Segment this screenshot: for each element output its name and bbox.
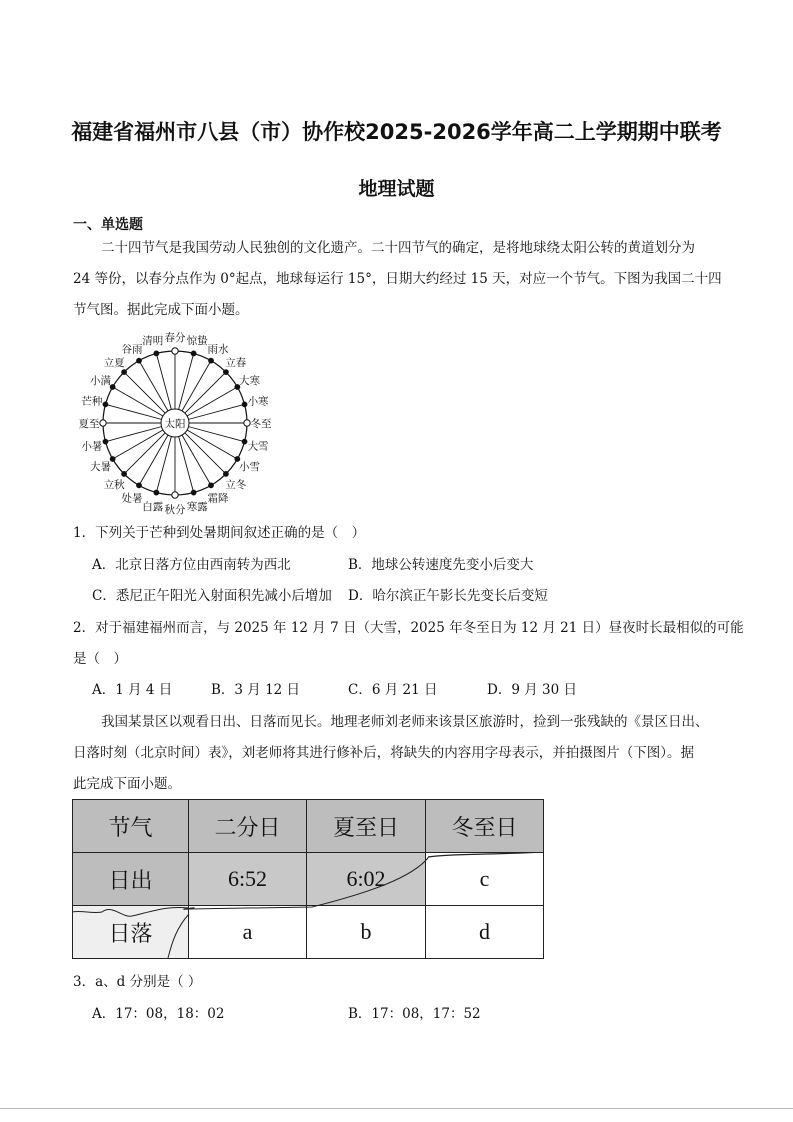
table-cell: 6:52 bbox=[189, 853, 307, 906]
diagram-spoke bbox=[139, 361, 168, 411]
term-label: 芒种 bbox=[81, 395, 103, 408]
term-point bbox=[103, 402, 108, 407]
table-cell: a bbox=[189, 906, 307, 959]
term-label: 谷雨 bbox=[121, 343, 143, 356]
term-point bbox=[191, 490, 196, 495]
term-label: 小寒 bbox=[247, 395, 269, 408]
q2-option-b[interactable]: B．3 月 12 日 bbox=[211, 682, 301, 698]
diagram-spoke bbox=[179, 353, 194, 409]
term-label: 处暑 bbox=[121, 492, 143, 505]
diagram-spoke bbox=[182, 435, 211, 485]
table-header: 夏至日 bbox=[307, 800, 426, 853]
diagram-spoke bbox=[189, 427, 245, 442]
term-label: 惊蛰 bbox=[186, 334, 208, 347]
diagram-spoke bbox=[182, 361, 211, 411]
term-label: 清明 bbox=[142, 334, 164, 347]
intro1-line2: 24 等份，以春分点作为 0°起点，地球每运行 15°，日期大约经过 15 天，对应一个节气。下图为我国二十四 bbox=[73, 271, 722, 287]
term-label: 霜降 bbox=[207, 492, 229, 505]
q2-stem-line1: 2．对于福建福州而言，与 2025 年 12 月 7 日（大雪，2025 年冬至日为 12 月 21 日）昼夜时长最相似的可能 bbox=[73, 620, 744, 636]
diagram-spoke bbox=[124, 433, 165, 474]
diagram-spoke bbox=[105, 404, 161, 419]
term-point bbox=[172, 492, 178, 498]
term-label: 寒露 bbox=[186, 501, 208, 514]
term-point bbox=[154, 351, 159, 356]
term-label: 立夏 bbox=[103, 357, 125, 370]
term-point bbox=[154, 490, 159, 495]
solar-terms-diagram bbox=[73, 330, 283, 515]
term-label: 大暑 bbox=[90, 461, 112, 473]
term-point bbox=[172, 348, 178, 354]
q1-option-a[interactable]: A．北京日落方位由西南转为西北 bbox=[92, 557, 291, 573]
q2-option-d[interactable]: D．9 月 30 日 bbox=[487, 682, 577, 698]
q1-stem: 1．下列关于芒种到处暑期间叙述正确的是（ ） bbox=[73, 525, 366, 541]
term-label: 秋分 bbox=[164, 504, 186, 515]
page-divider bbox=[0, 1108, 793, 1109]
term-label: 立秋 bbox=[103, 478, 125, 491]
diagram-spoke bbox=[187, 387, 237, 416]
term-point bbox=[242, 402, 247, 407]
term-point bbox=[244, 420, 250, 426]
term-label: 夏至 bbox=[78, 418, 100, 430]
intro1-line3: 节气图。据此完成下面小题。 bbox=[73, 302, 249, 318]
table-cell: 日落 bbox=[73, 906, 189, 959]
q2-option-c[interactable]: C．6 月 21 日 bbox=[348, 682, 438, 698]
term-point bbox=[137, 483, 142, 488]
term-point bbox=[224, 370, 229, 375]
term-label: 雨水 bbox=[207, 343, 229, 356]
table-header: 节气 bbox=[73, 800, 189, 853]
term-label: 小满 bbox=[90, 375, 112, 387]
diagram-spoke bbox=[113, 387, 163, 416]
q2-option-a[interactable]: A．1 月 4 日 bbox=[92, 682, 173, 698]
term-point bbox=[100, 420, 106, 426]
term-label: 白露 bbox=[142, 501, 164, 514]
diagram-spoke bbox=[124, 372, 165, 413]
diagram-spoke bbox=[105, 427, 161, 442]
q1-option-b[interactable]: B．地球公转速度先变小后变大 bbox=[348, 557, 534, 573]
term-label: 小雪 bbox=[238, 461, 260, 473]
section-heading: 一、单选题 bbox=[73, 217, 143, 233]
intro2-line3: 此完成下面小题。 bbox=[73, 776, 181, 792]
term-label: 春分 bbox=[164, 332, 186, 344]
document-subtitle: 地理试题 bbox=[358, 178, 435, 200]
table-cell: d bbox=[426, 906, 544, 959]
term-point bbox=[122, 472, 127, 477]
diagram-spoke bbox=[156, 353, 171, 409]
table-header: 二分日 bbox=[189, 800, 307, 853]
q3-stem: 3．a、d 分别是（ ） bbox=[73, 974, 202, 990]
diagram-spoke bbox=[139, 435, 168, 485]
intro2-line2: 日落时刻（北京时间）表》，刘老师将其进行修补后，将缺失的内容用字母表示，并拍摄图片（下图）。据 bbox=[73, 745, 694, 761]
term-point bbox=[137, 358, 142, 363]
q1-option-d[interactable]: D．哈尔滨正午影长先变长后变短 bbox=[348, 588, 548, 604]
table-cell: b bbox=[307, 906, 426, 959]
term-label: 立春 bbox=[225, 357, 247, 370]
intro1-line1: 二十四节气是我国劳动人民独创的文化遗产。二十四节气的确定，是将地球绕太阳公转的黄道划分为 bbox=[101, 240, 695, 256]
term-point bbox=[224, 472, 229, 477]
term-point bbox=[209, 358, 214, 363]
diagram-spoke bbox=[113, 430, 163, 459]
diagram-spoke bbox=[185, 433, 226, 474]
term-label: 大寒 bbox=[238, 375, 260, 387]
table-cell: c bbox=[426, 853, 544, 906]
term-label: 小暑 bbox=[81, 440, 103, 453]
diagram-spoke bbox=[187, 430, 237, 459]
table-cell: 6:02 bbox=[307, 853, 426, 906]
q3-option-a[interactable]: A．17：08，18：02 bbox=[92, 1006, 225, 1022]
table-cell: 日出 bbox=[73, 853, 189, 906]
term-point bbox=[209, 483, 214, 488]
diagram-spoke bbox=[156, 437, 171, 493]
q2-stem-line2: 是（ ） bbox=[73, 651, 127, 667]
table-header-row bbox=[73, 800, 544, 853]
term-point bbox=[191, 351, 196, 356]
diagram-spoke bbox=[189, 404, 245, 419]
torn-edge bbox=[72, 852, 545, 960]
term-label: 立冬 bbox=[225, 478, 247, 491]
term-point bbox=[122, 370, 127, 375]
q3-option-b[interactable]: B．17：08，17：52 bbox=[348, 1006, 481, 1022]
document-title: 福建省福州市八县（市）协作校2025-2026学年高二上学期期中联考 bbox=[71, 120, 722, 144]
term-point bbox=[103, 439, 108, 444]
term-point bbox=[242, 439, 247, 444]
term-label: 大雪 bbox=[247, 440, 269, 453]
diagram-spoke bbox=[179, 437, 194, 493]
term-label: 冬至 bbox=[250, 418, 272, 430]
diagram-spoke bbox=[185, 372, 226, 413]
sun-label: 太阳 bbox=[164, 418, 186, 430]
table-header: 冬至日 bbox=[426, 800, 544, 853]
intro2-line1: 我国某景区以观看日出、日落而见长。地理老师刘老师来该景区旅游时，捡到一张残缺的《景区日出、 bbox=[101, 714, 709, 730]
q1-option-c[interactable]: C．悉尼正午阳光入射面积先减小后增加 bbox=[92, 588, 332, 604]
